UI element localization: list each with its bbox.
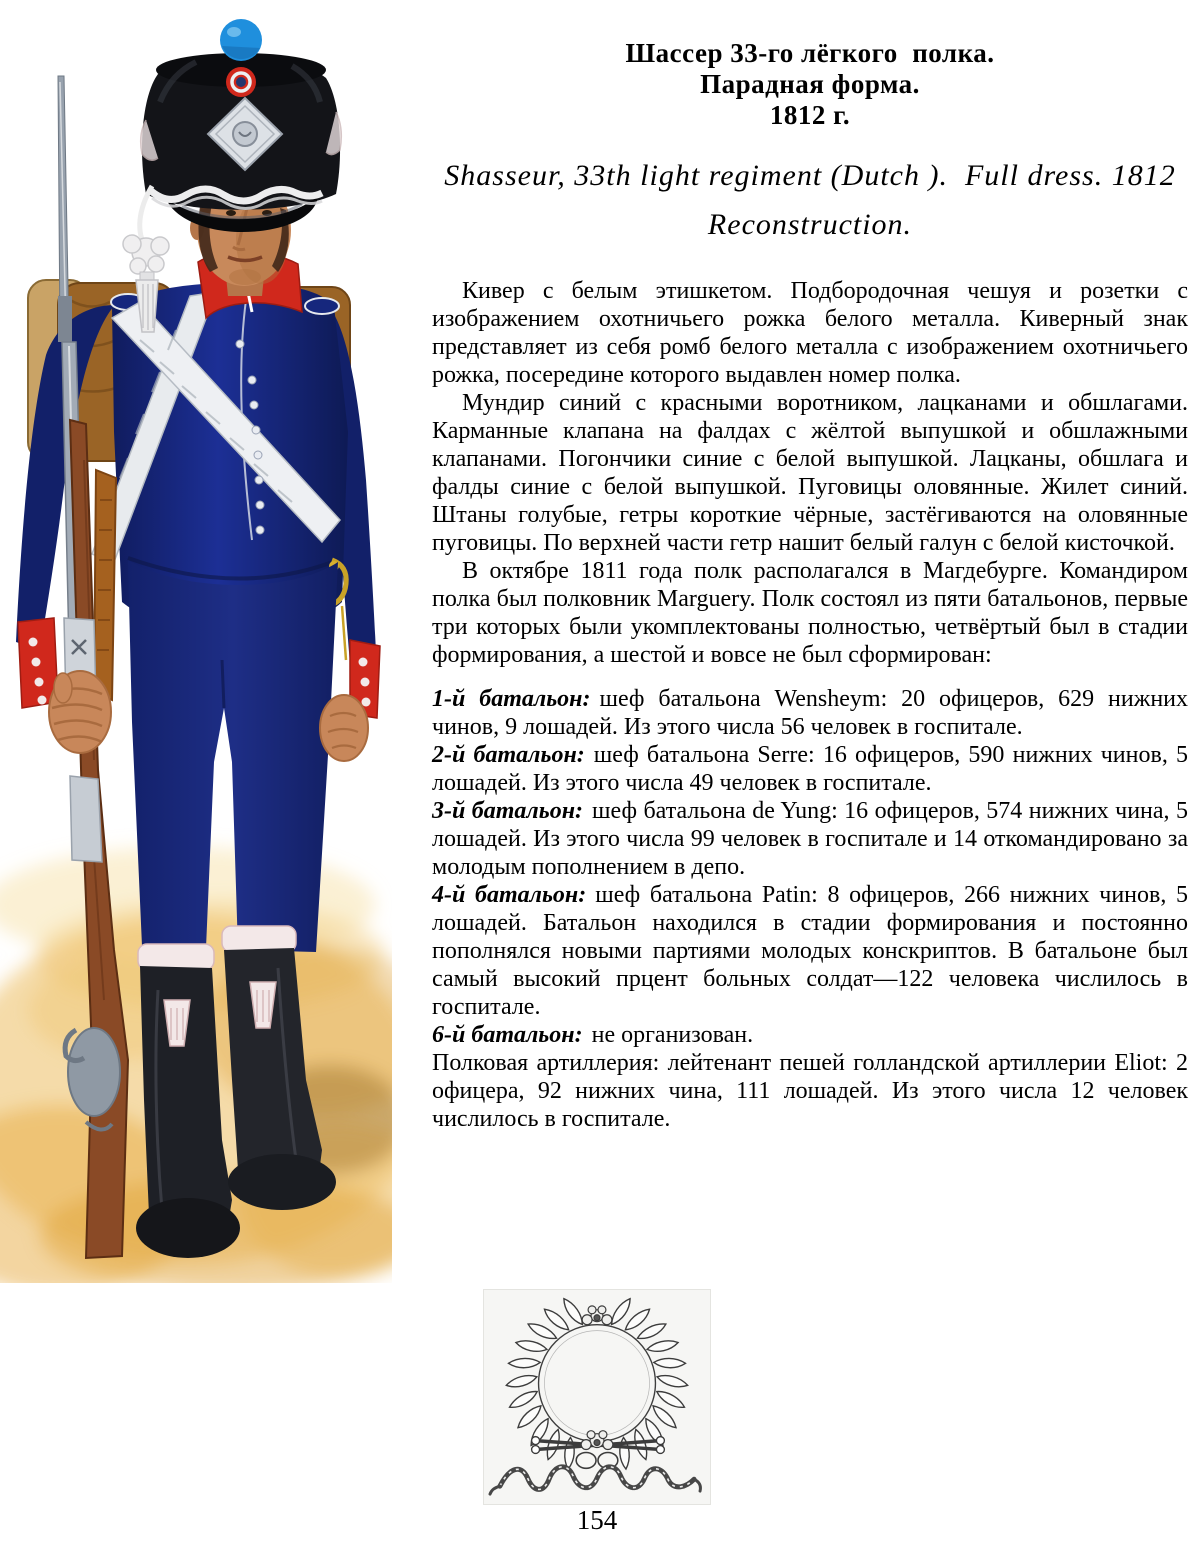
subtitle-line-2: Reconstruction. — [707, 208, 913, 242]
wreath-ribbon — [490, 1467, 700, 1494]
battalion-label: 3-й батальон: — [432, 798, 584, 825]
paragraph-shako: Кивер с белым этишкетом. Подбородочная чешуя и розетки с изображением охотничьего рожка белого металла. Киверный знак представляет из себя ромб белого металла с изображением охотничьего рожка, посередине которого выдавлен номер полка. — [432, 278, 1188, 389]
spacer — [432, 669, 1188, 685]
soldier-illustration — [0, 0, 392, 1283]
paragraph-uniform: Мундир синий с красными воротником, лацканами и обшлагами. Карманные клапана на фалдах с жёлтой выпушкой и обшлажными клапанами. Погончики синие с белой выпушкой. Лацканы, обшлага и фалды синие с белой выпушкой. Пуговицы оловянные. Жилет синий. Штаны голубые, гетры короткие чёрные, застёгиваются на оловянные пуговицы. По верхней части гетр нашит белый галун с белой кисточкой. — [432, 390, 1188, 557]
title-line-3: 1812 г. — [769, 100, 851, 131]
english-subtitle — [432, 151, 1188, 249]
wreath-ornament — [483, 1289, 711, 1505]
battalion-entry — [432, 741, 1188, 797]
battalion-label: 4-й батальон: — [432, 882, 587, 909]
battalion-text: шеф батальона Patin: 8 офицеров, 266 нижних чинов, 5 лошадей. Батальон находился в стадии формирования и постоянно пополнялся новыми партиями молодых конскриптов. В батальоне был самый высокий прцент больных солдат—122 человека числилось в госпитале. — [432, 882, 1188, 1021]
battalion-text: не организован. — [591, 1022, 754, 1049]
battalion-label: 2-й батальон: — [432, 742, 585, 769]
artillery-paragraph: Полковая артиллерия: лейтенант пешей голландской артиллерии Eliot: 2 офицера, 92 нижних чина, 111 лошадей. Из этого числа 12 человек числилось в госпитале. — [432, 1050, 1188, 1133]
battalion-label: 1-й батальон: — [432, 686, 591, 713]
battalion-text: шеф батальона de Yung: 16 офицеров, 574 нижних чина, 5 лошадей. Из этого числа 99 человек в госпитале и 14 откомандировано за молодым пополнением в депо. — [432, 798, 1188, 881]
cockade — [226, 67, 256, 97]
soldier-watercolor — [0, 0, 392, 1283]
text-column — [432, 10, 1188, 1133]
subtitle-line-1: Shasseur, 33th light regiment (Dutch ). Full dress. 1812 — [444, 159, 1176, 193]
battalion-entry — [432, 685, 1188, 741]
musket — [58, 76, 128, 1258]
page-number: 154 — [576, 1505, 618, 1535]
page-title — [432, 28, 1188, 131]
battalion-entry — [432, 797, 1188, 881]
battalion-entry — [432, 881, 1188, 1021]
laurel-wreath-engraving — [484, 1290, 710, 1504]
battalion-label: 6-й батальон: — [432, 1022, 583, 1049]
paragraph-regiment: В октябре 1811 года полк располагался в Магдебурге. Командиром полка был полковник Marguery. Полк состоял из пяти батальонов, первые три которых были укомплектованы полностью, четвёртый был в стадии формирования, а шестой и вовсе не был сформирован: — [432, 558, 1188, 669]
battalion-text: шеф батальона Wensheym: 20 офицеров, 629 нижних чинов, 9 лошадей. Из этого числа 56 человек в госпитале. — [432, 686, 1188, 741]
battalion-entry — [432, 1021, 1188, 1049]
title-line-1: Шассер 33-го лёгкого полка. — [625, 38, 995, 69]
battalion-text: шеф батальона Serre: 16 офицеров, 590 нижних чинов, 5 лошадей. Из этого числа 49 человек в госпитале. — [432, 742, 1188, 797]
wreath-bottom-flower — [581, 1431, 613, 1450]
wreath-top-flower — [582, 1306, 612, 1325]
title-line-2: Парадная форма. — [700, 69, 920, 100]
article-body — [432, 277, 1188, 1133]
